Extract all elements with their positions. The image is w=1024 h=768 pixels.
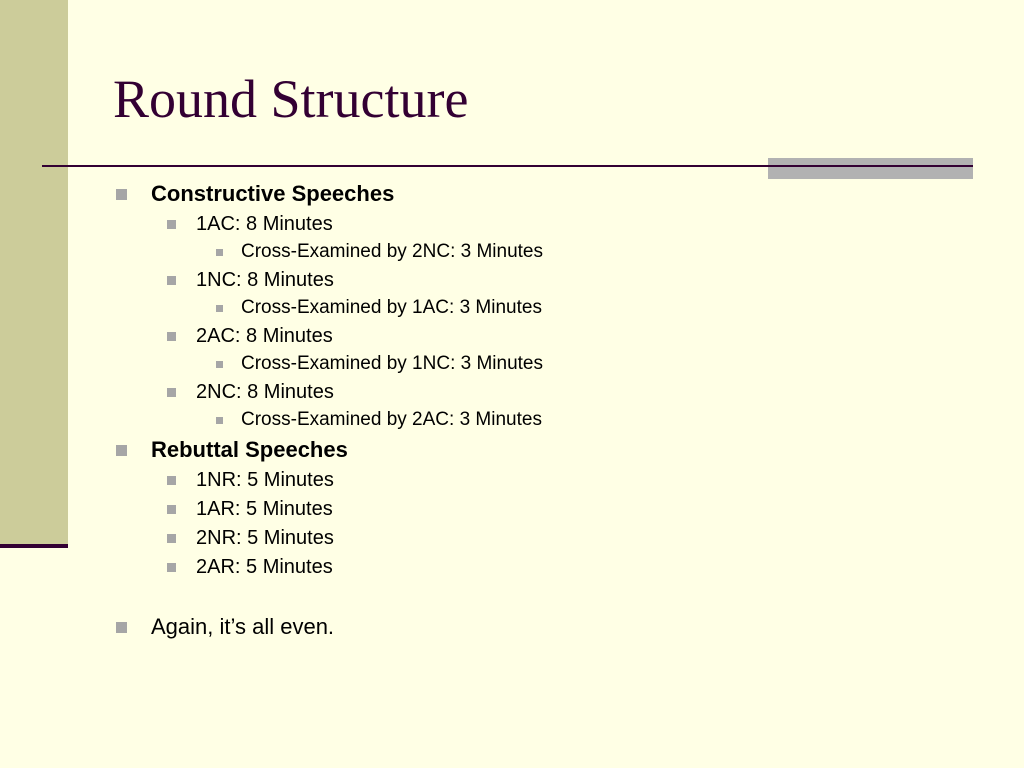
list-item-label: 1NC: 8 Minutes [196, 269, 334, 291]
list-item-label: 2AR: 5 Minutes [196, 556, 333, 578]
square-bullet-icon [116, 445, 127, 456]
square-bullet-icon [167, 505, 176, 514]
slide-title: Round Structure [113, 69, 469, 129]
sub-list-item [241, 297, 542, 319]
sub-list-item-label: Cross-Examined by 2NC: 3 Minutes [241, 241, 543, 262]
square-bullet-icon [167, 388, 176, 397]
square-bullet-icon [216, 417, 223, 424]
section-heading-constructive [151, 181, 394, 207]
section-heading-text: Rebuttal Speeches [151, 437, 348, 462]
closing-statement [151, 614, 334, 640]
square-bullet-icon [167, 534, 176, 543]
closing-statement-text: Again, it’s all even. [151, 614, 335, 639]
list-item-label: 2NR: 5 Minutes [196, 527, 334, 549]
square-bullet-icon [167, 476, 176, 485]
list-item [196, 380, 334, 404]
sub-list-item [241, 409, 542, 431]
square-bullet-icon [167, 332, 176, 341]
square-bullet-icon [167, 220, 176, 229]
square-bullet-icon [216, 305, 223, 312]
sub-list-item [241, 353, 543, 375]
list-item [196, 555, 333, 579]
list-item [196, 268, 334, 292]
list-item-label: 2NC: 8 Minutes [196, 381, 334, 403]
list-item [196, 497, 333, 521]
square-bullet-icon [167, 276, 176, 285]
list-item-label: 2AC: 8 Minutes [196, 325, 333, 347]
list-item [196, 468, 334, 492]
list-item-label: 1AC: 8 Minutes [196, 213, 333, 235]
square-bullet-icon [116, 189, 127, 200]
square-bullet-icon [167, 563, 176, 572]
square-bullet-icon [216, 249, 223, 256]
list-item [196, 526, 334, 550]
list-item [196, 324, 333, 348]
sub-list-item [241, 241, 543, 263]
section-heading-rebuttal [151, 437, 348, 463]
list-item-label: 1AR: 5 Minutes [196, 498, 333, 520]
list-item [196, 212, 333, 236]
square-bullet-icon [116, 622, 127, 633]
list-item-label: 1NR: 5 Minutes [196, 469, 334, 491]
section-heading-text: Constructive Speeches [151, 181, 395, 206]
sub-list-item-label: Cross-Examined by 1AC: 3 Minutes [241, 297, 542, 318]
square-bullet-icon [216, 361, 223, 368]
sub-list-item-label: Cross-Examined by 2AC: 3 Minutes [241, 409, 542, 430]
sub-list-item-label: Cross-Examined by 1NC: 3 Minutes [241, 353, 543, 374]
